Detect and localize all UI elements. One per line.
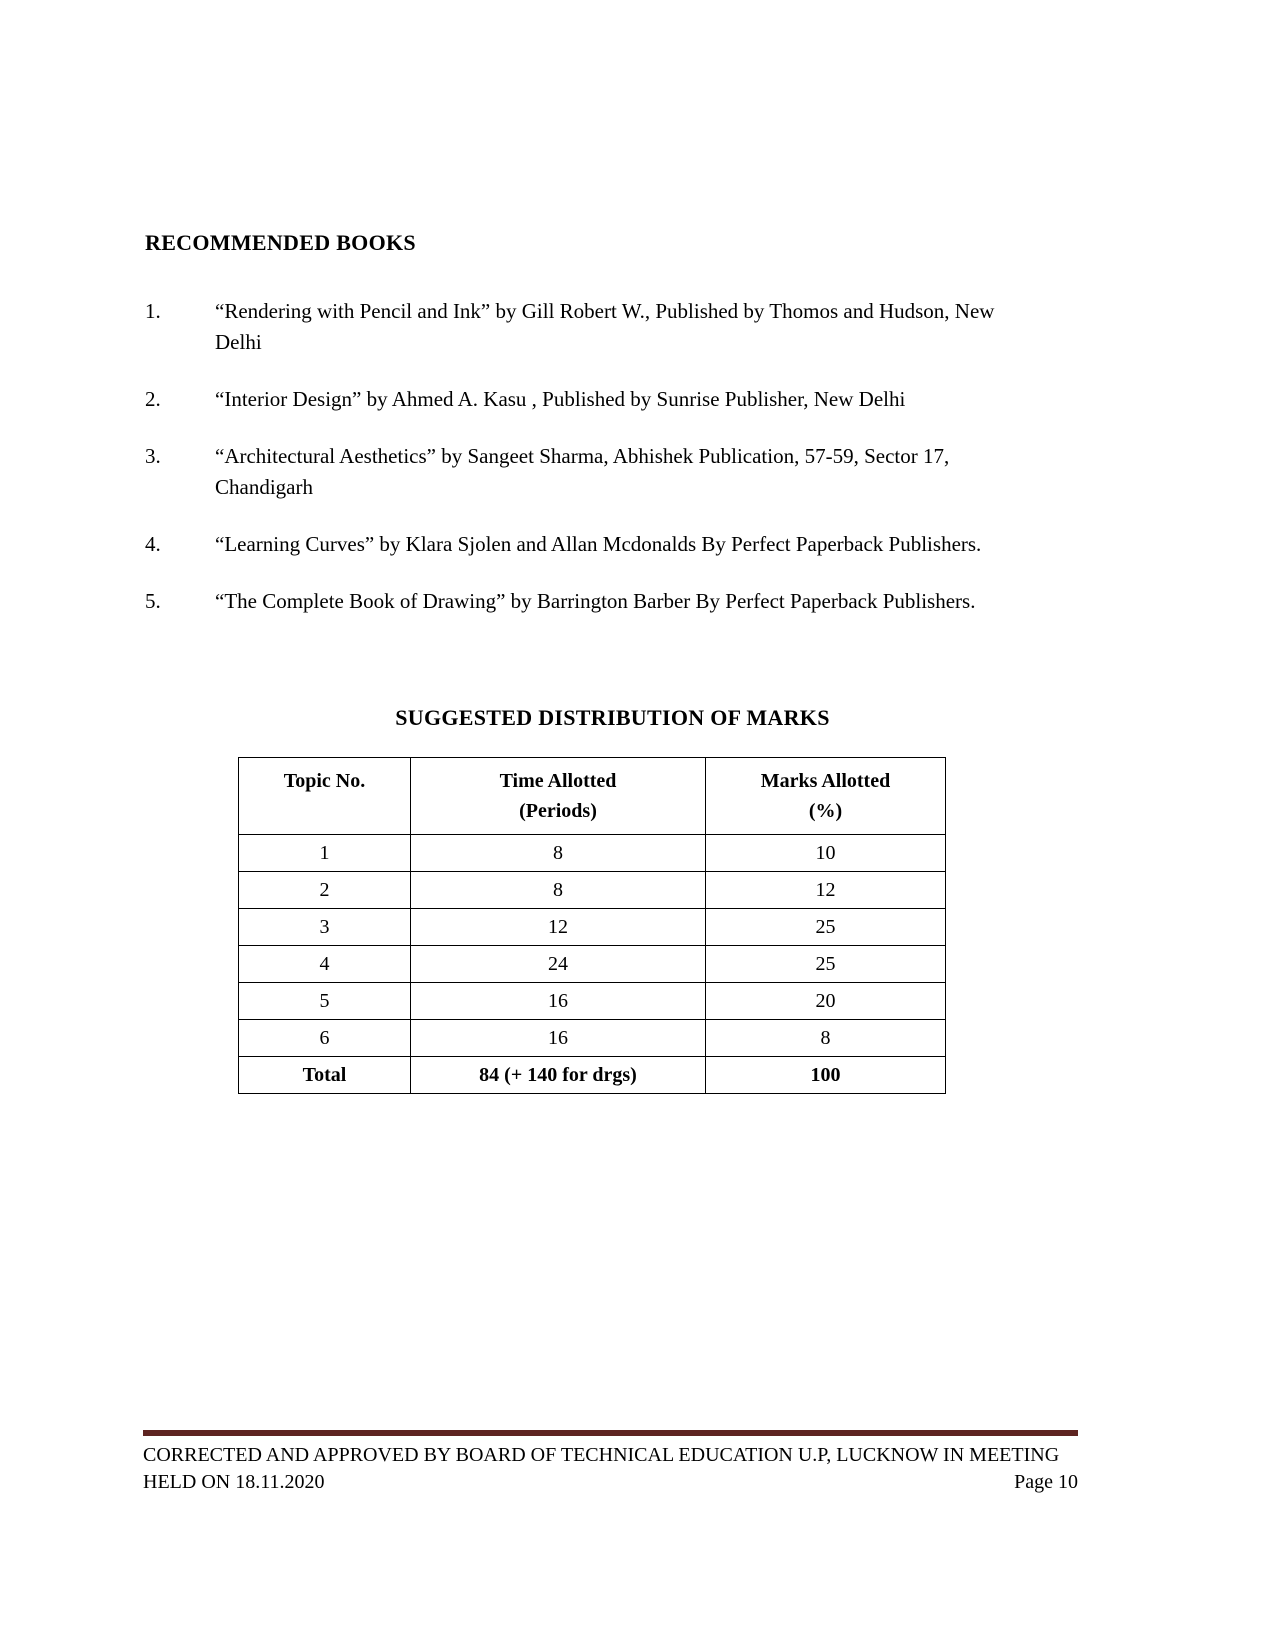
footer-text [143, 1442, 1078, 1496]
table-row [239, 946, 946, 983]
header-line: (Periods) [519, 800, 597, 822]
recommended-books-list [145, 296, 1080, 617]
table-header-cell [239, 758, 411, 835]
page-number: Page 10 [1014, 1471, 1078, 1493]
table-cell: 8 [706, 1020, 946, 1057]
table-row [239, 909, 946, 946]
list-item-text: “Architectural Aesthetics” by Sangeet Sharma, Abhishek Publication, 57-59, Sector 17, Chandigarh [215, 444, 950, 499]
table-cell: 16 [411, 1020, 706, 1057]
table-cell: 6 [239, 1020, 411, 1057]
section-heading: RECOMMENDED BOOKS [145, 230, 416, 255]
header-line: Marks Allotted [760, 770, 891, 792]
header-line: Topic No. [283, 770, 366, 792]
table-cell: 25 [706, 946, 946, 983]
header-line: (%) [808, 800, 843, 822]
table-cell: 8 [411, 835, 706, 872]
document-content [145, 230, 1080, 1094]
list-item-text: “Learning Curves” by Klara Sjolen and Allan Mcdonalds By Perfect Paperback Publishers. [215, 532, 982, 556]
table-row [239, 835, 946, 872]
table-title: SUGGESTED DISTRIBUTION OF MARKS [395, 705, 830, 730]
table-header-cell [411, 758, 706, 835]
table-cell: 12 [411, 909, 706, 946]
table-cell: 16 [411, 983, 706, 1020]
table-header-cell [706, 758, 946, 835]
list-item-text: “Rendering with Pencil and Ink” by Gill Robert W., Published by Thomos and Hudson, New Delhi [215, 299, 995, 354]
table-cell: 25 [706, 909, 946, 946]
list-item [145, 586, 1080, 617]
list-item-text: “Interior Design” by Ahmed A. Kasu , Published by Sunrise Publisher, New Delhi [215, 387, 906, 411]
list-item-number: 4. [145, 532, 161, 556]
table-cell: 24 [411, 946, 706, 983]
table-cell: 100 [706, 1057, 946, 1094]
table-cell: 2 [239, 872, 411, 909]
table-cell: Total [239, 1057, 411, 1094]
list-item [145, 296, 1080, 358]
table-cell: 5 [239, 983, 411, 1020]
table-cell: 84 (+ 140 for drgs) [411, 1057, 706, 1094]
footer-date: HELD ON 18.11.2020 [143, 1471, 325, 1493]
page-footer [143, 1430, 1078, 1496]
list-item [145, 529, 1080, 560]
list-item-number: 2. [145, 387, 161, 411]
header-line: Time Allotted [499, 770, 617, 792]
table-cell: 8 [411, 872, 706, 909]
marks-distribution-table [238, 757, 946, 1094]
table-cell: 20 [706, 983, 946, 1020]
list-item [145, 441, 1080, 503]
table-row [239, 872, 946, 909]
list-item-text: “The Complete Book of Drawing” by Barrington Barber By Perfect Paperback Publishers. [215, 589, 976, 613]
list-item [145, 384, 1080, 415]
footer-line-2 [143, 1469, 1078, 1496]
table-cell: 4 [239, 946, 411, 983]
table-cell: 10 [706, 835, 946, 872]
table-row [239, 1020, 946, 1057]
table-total-row [239, 1057, 946, 1094]
table-cell: 1 [239, 835, 411, 872]
table-cell: 12 [706, 872, 946, 909]
footer-rule [143, 1430, 1078, 1436]
footer-line-1: CORRECTED AND APPROVED BY BOARD OF TECHNICAL EDUCATION U.P, LUCKNOW IN MEETING [143, 1444, 1060, 1466]
list-item-number: 5. [145, 589, 161, 613]
table-row [239, 983, 946, 1020]
list-item-number: 3. [145, 444, 161, 468]
table-cell: 3 [239, 909, 411, 946]
list-item-number: 1. [145, 299, 161, 323]
table-header-row [239, 758, 946, 835]
